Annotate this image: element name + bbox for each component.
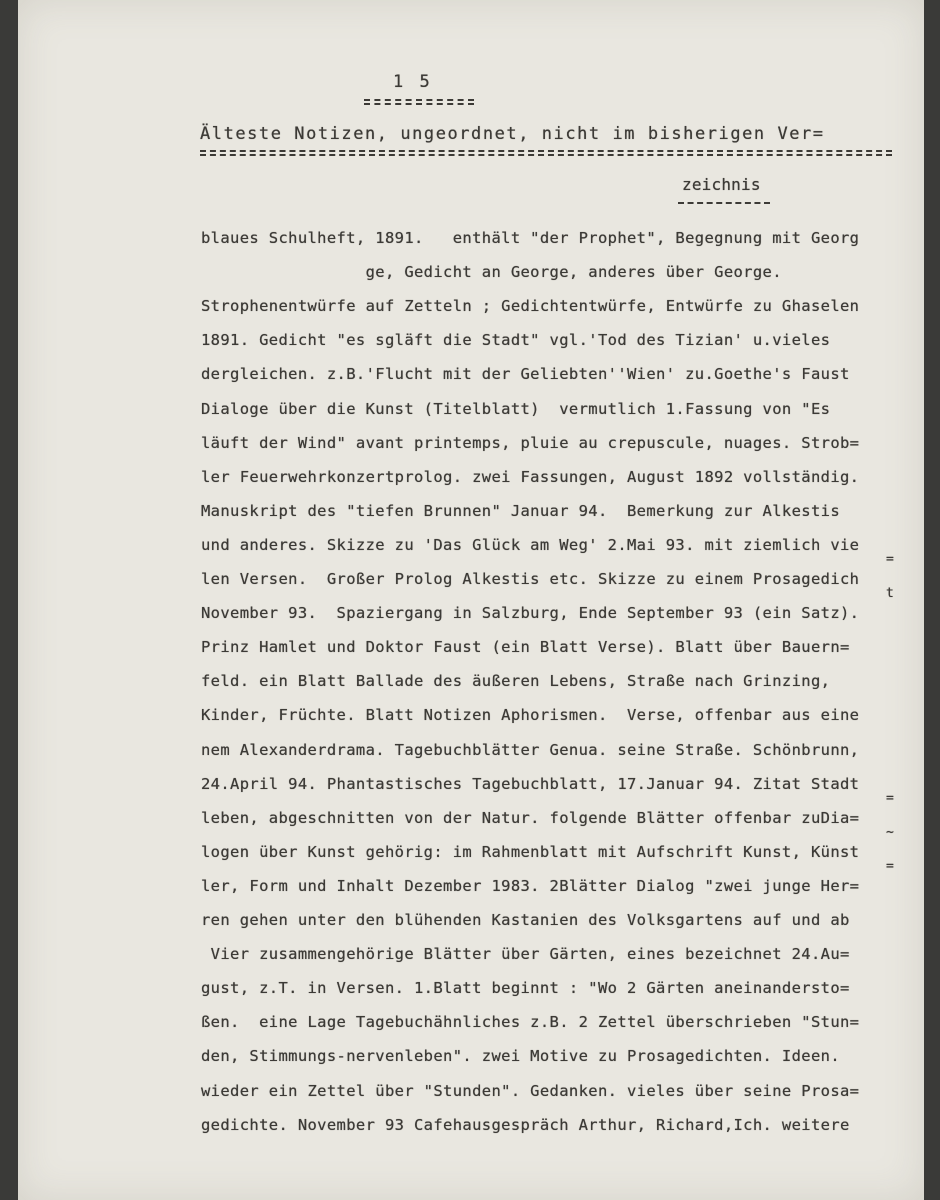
text-line: ren gehen unter den blühenden Kastanien des Volksgartens auf und ab: [201, 911, 850, 929]
text-line: logen über Kunst gehörig: im Rahmenblatt mit Aufschrift Kunst, Künst: [201, 842, 860, 861]
text-line: Kinder, Früchte. Blatt Notizen Aphorismen. Verse, offenbar aus eine: [201, 706, 860, 725]
text-line: gust, z.T. in Versen. 1.Blatt beginnt : "Wo 2 Gärten aneinandersto=: [201, 979, 850, 998]
text-line: ßen. eine Lage Tagebuchähnliches z.B. 2 Zettel überschrieben "Stun=: [201, 1013, 860, 1032]
margin-mark: t: [886, 586, 895, 602]
text-line: wieder ein Zettel über "Stunden". Gedanken. vieles über seine Prosa=: [201, 1081, 860, 1100]
text-line: ge, Gedicht an George, anderes über George.: [201, 263, 782, 282]
margin-mark: ~: [886, 824, 895, 840]
text-line: den, Stimmungs-nervenleben". zwei Motive zu Prosagedichten. Ideen.: [201, 1047, 840, 1066]
text-line: blaues Schulheft, 1891. enthält "der Prophet", Begegnung mit Georg: [201, 229, 860, 247]
margin-mark: =: [886, 790, 895, 806]
text-line: 1891. Gedicht "es sgläft die Stadt" vgl.'Tod des Tizian' u.vieles: [201, 331, 831, 350]
document-title-continuation: zeichnis: [682, 175, 761, 194]
text-line: ler, Form und Inhalt Dezember 1983. 2Blätter Dialog "zwei junge Her=: [201, 876, 860, 895]
title-continuation-underline: [678, 202, 770, 204]
margin-mark: =: [886, 552, 895, 567]
text-line: len Versen. Großer Prolog Alkestis etc. Skizze zu einem Prosagedich: [201, 570, 860, 588]
title-underline: [200, 150, 892, 156]
page-number: 1 5: [393, 72, 433, 92]
text-line: nem Alexanderdrama. Tagebuchblätter Genua. seine Straße. Schönbrunn,: [201, 740, 860, 759]
page-number-underline: [364, 99, 474, 105]
text-line: November 93. Spaziergang in Salzburg, Ende September 93 (ein Satz).: [201, 604, 860, 623]
text-line: Strophenentwürfe auf Zetteln ; Gedichtentwürfe, Entwürfe zu Ghaselen: [201, 297, 860, 316]
text-line: feld. ein Blatt Ballade des äußeren Lebens, Straße nach Grinzing,: [201, 672, 831, 691]
text-line: Dialoge über die Kunst (Titelblatt) vermutlich 1.Fassung von "Es: [201, 399, 831, 418]
text-line: Vier zusammengehörige Blätter über Gärten, eines bezeichnet 24.Au=: [201, 945, 850, 964]
text-line: leben, abgeschnitten von der Natur. folgende Blätter offenbar zuDia=: [201, 808, 860, 827]
document-title: Älteste Notizen, ungeordnet, nicht im bisherigen Ver=: [200, 124, 825, 144]
text-line: und anderes. Skizze zu 'Das Glück am Weg' 2.Mai 93. mit ziemlich vie: [201, 535, 860, 554]
text-line: dergleichen. z.B.'Flucht mit der Geliebten''Wien' zu.Goethe's Faust: [201, 365, 850, 384]
text-line: 24.April 94. Phantastisches Tagebuchblatt, 17.Januar 94. Zitat Stadt: [201, 774, 860, 793]
text-line: gedichte. November 93 Cafehausgespräch Arthur, Richard,Ich. weitere: [201, 1115, 850, 1134]
text-line: ler Feuerwehrkonzertprolog. zwei Fassungen, August 1892 vollständig.: [201, 467, 860, 486]
document-page: [18, 0, 924, 1200]
text-line: Manuskript des "tiefen Brunnen" Januar 94. Bemerkung zur Alkestis: [201, 501, 840, 520]
margin-mark: =: [886, 858, 895, 874]
text-line: Prinz Hamlet und Doktor Faust (ein Blatt Verse). Blatt über Bauern=: [201, 638, 850, 657]
text-line: läuft der Wind" avant printemps, pluie au crepuscule, nuages. Strob=: [201, 433, 860, 452]
